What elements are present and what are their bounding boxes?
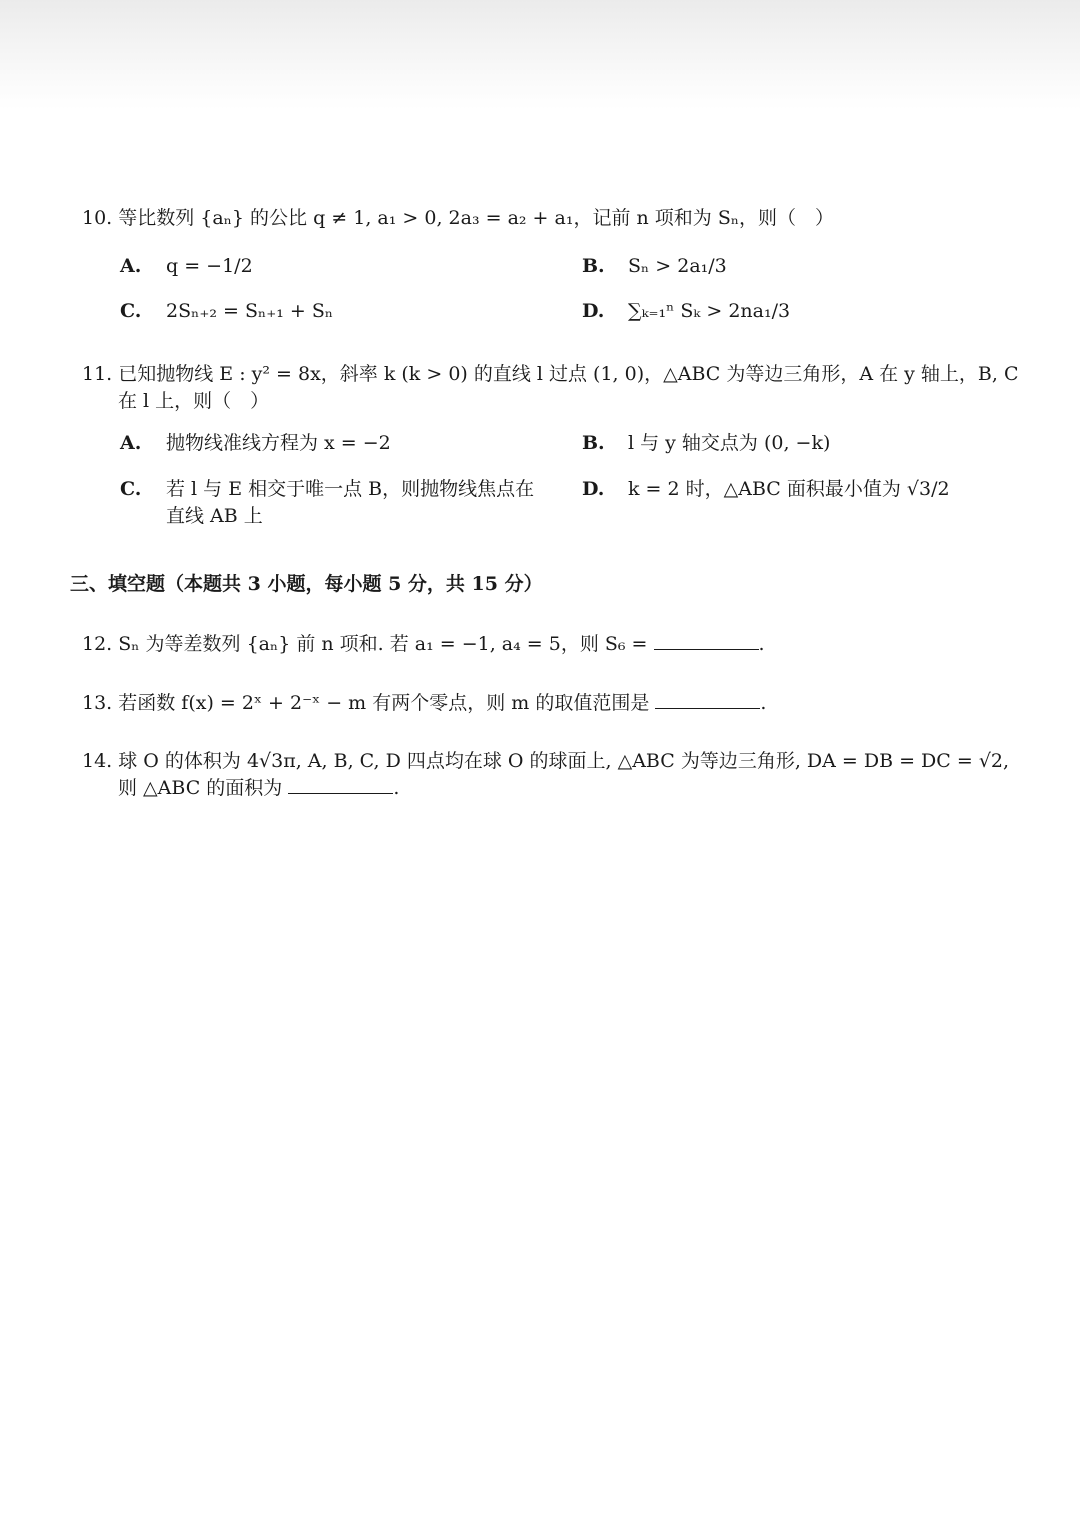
option-label: B. [582,255,605,277]
option-text: 若 l 与 E 相交于唯一点 B，则抛物线焦点在 [166,478,535,500]
option-text: q = −1/2 [166,255,253,277]
option-text: l 与 y 轴交点为 (0, −k) [628,432,831,454]
option-text: k = 2 时，△ABC 面积最小值为 √3/2 [628,478,950,500]
option-label: A. [120,432,142,454]
q12: 12. Sₙ 为等差数列 {aₙ} 前 n 项和. 若 a₁ = −1, a₄ = 5，则 S₆ = . [82,633,765,655]
q13-answer-blank[interactable] [655,690,760,709]
q10-option-a [120,253,253,279]
q10-stem: 10. 等比数列 {aₙ} 的公比 q ≠ 1, a₁ > 0, 2a₃ = a₂ + a₁，记前 n 项和为 Sₙ，则（ ） [82,207,835,229]
option-text: 抛物线准线方程为 x = −2 [166,432,391,454]
q11-stem-line2: 在 l 上，则（ ） [118,390,270,412]
q12-answer-blank[interactable] [654,631,759,650]
option-label: D. [582,478,605,500]
option-label: C. [120,300,142,322]
q10-option-c [120,298,333,324]
option-text: Sₙ > 2a₁/3 [628,255,727,277]
section-heading: 三、填空题（本题共 3 小题，每小题 5 分，共 15 分） [70,573,543,595]
q12-text: 12. Sₙ 为等差数列 {aₙ} 前 n 项和. 若 a₁ = −1, a₄ = 5，则 S₆ = [82,633,648,655]
q14-line2: 则 △ABC 的面积为 . [118,777,400,799]
option-label: A. [120,255,142,277]
option-text: ∑ₖ₌₁ⁿ Sₖ > 2na₁/3 [628,300,791,322]
option-label: C. [120,478,142,500]
q10-option-b [582,253,727,279]
option-label: D. [582,300,605,322]
q14-text: 则 △ABC 的面积为 [118,777,283,799]
q13-text: 13. 若函数 f(x) = 2ˣ + 2⁻ˣ − m 有两个零点，则 m 的取值范围是 [82,692,650,714]
q11-option-c [120,476,534,502]
q11-option-d [582,476,950,502]
q10-option-d [582,298,790,324]
q11-option-b [582,430,830,456]
q13: 13. 若函数 f(x) = 2ˣ + 2⁻ˣ − m 有两个零点，则 m 的取值范围是 . [82,692,767,714]
scan-top-shadow [0,0,1080,110]
q14-answer-blank[interactable] [288,775,393,794]
option-label: B. [582,432,605,454]
q11-stem-line1: 11. 已知抛物线 E : y² = 8x，斜率 k (k > 0) 的直线 l 过点 (1, 0)，△ABC 为等边三角形，A 在 y 轴上，B, C [82,363,1019,385]
q11-option-a [120,430,391,456]
option-text: 2Sₙ₊₂ = Sₙ₊₁ + Sₙ [166,300,334,322]
q11-option-c-continued: 直线 AB 上 [166,505,263,527]
q14-line1: 14. 球 O 的体积为 4√3π, A, B, C, D 四点均在球 O 的球面上, △ABC 为等边三角形, DA = DB = DC = √2, [82,750,1010,772]
